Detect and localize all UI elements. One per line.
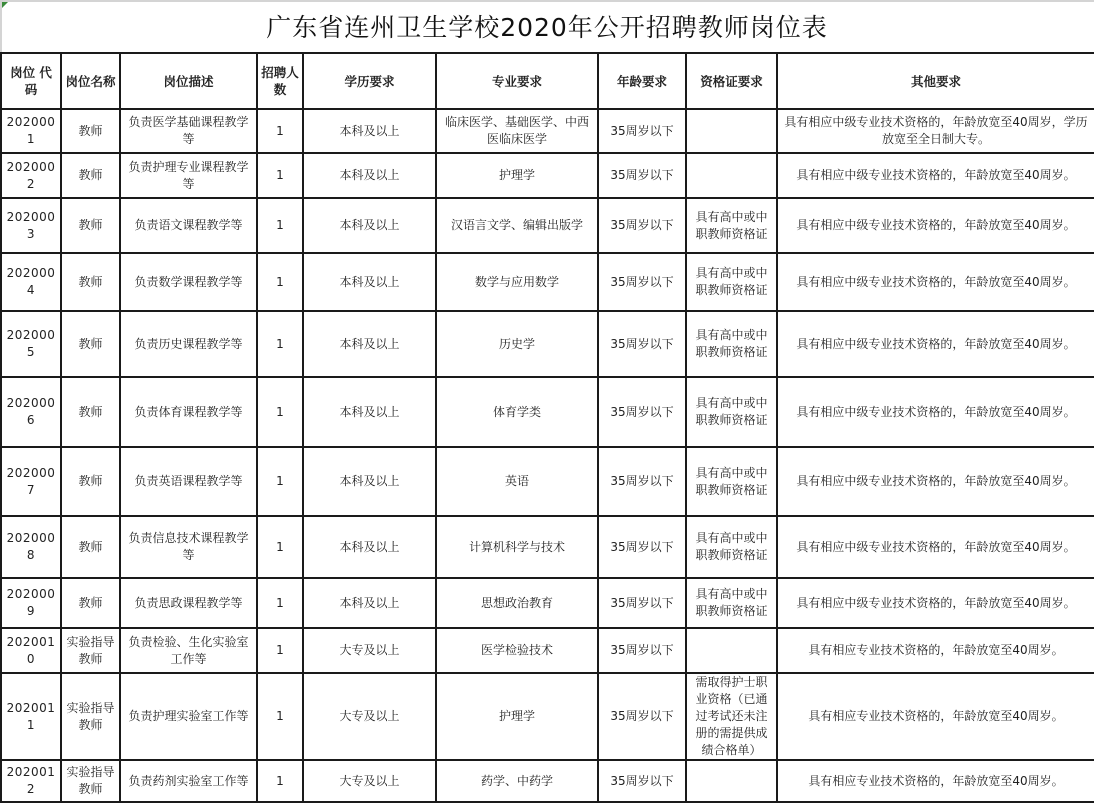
cell-age[interactable]: 35周岁以下 xyxy=(598,447,686,516)
cell-description[interactable]: 负责检验、生化实验室工作等 xyxy=(120,628,257,673)
cell-education[interactable]: 本科及以上 xyxy=(303,311,436,377)
cell-other[interactable]: 具有相应中级专业技术资格的，年龄放宽至40周岁。 xyxy=(777,516,1094,578)
cell-other[interactable]: 具有相应中级专业技术资格的，年龄放宽至40周岁。 xyxy=(777,447,1094,516)
cell-name[interactable]: 教师 xyxy=(61,109,120,153)
cell-other[interactable]: 具有相应中级专业技术资格的，年龄放宽至40周岁，学历放宽至全日制大专。 xyxy=(777,109,1094,153)
cell-major[interactable]: 思想政治教育 xyxy=(436,578,598,628)
cell-code[interactable]: 2020010 xyxy=(1,628,61,673)
cell-major[interactable]: 药学、中药学 xyxy=(436,760,598,802)
cell-code[interactable]: 2020011 xyxy=(1,673,61,760)
cell-count[interactable]: 1 xyxy=(257,516,303,578)
cell-certificate[interactable]: 具有高中或中职教师资格证 xyxy=(686,578,777,628)
header-other: 其他要求 xyxy=(777,53,1094,109)
cell-count[interactable]: 1 xyxy=(257,760,303,802)
cell-description[interactable]: 负责英语课程教学等 xyxy=(120,447,257,516)
table-row xyxy=(1,578,1094,628)
header-education: 学历要求 xyxy=(303,53,436,109)
table-row xyxy=(1,109,1094,153)
cell-education[interactable]: 大专及以上 xyxy=(303,673,436,760)
cell-other[interactable]: 具有相应专业技术资格的，年龄放宽至40周岁。 xyxy=(777,673,1094,760)
cell-other[interactable]: 具有相应中级专业技术资格的，年龄放宽至40周岁。 xyxy=(777,253,1094,311)
cell-education[interactable]: 本科及以上 xyxy=(303,377,436,447)
cell-education[interactable]: 本科及以上 xyxy=(303,153,436,198)
cell-age[interactable]: 35周岁以下 xyxy=(598,153,686,198)
cell-major[interactable]: 英语 xyxy=(436,447,598,516)
cell-education[interactable]: 本科及以上 xyxy=(303,109,436,153)
cell-age[interactable]: 35周岁以下 xyxy=(598,673,686,760)
cell-certificate[interactable]: 需取得护士职业资格（已通过考试还未注册的需提供成绩合格单） xyxy=(686,673,777,760)
cell-code[interactable]: 2020006 xyxy=(1,377,61,447)
cell-count[interactable]: 1 xyxy=(257,447,303,516)
cell-count[interactable]: 1 xyxy=(257,673,303,760)
cell-certificate[interactable] xyxy=(686,760,777,802)
sheet-top-border xyxy=(0,0,1094,2)
cell-name[interactable]: 教师 xyxy=(61,578,120,628)
cell-description[interactable]: 负责数学课程教学等 xyxy=(120,253,257,311)
cell-major[interactable]: 数学与应用数学 xyxy=(436,253,598,311)
cell-age[interactable]: 35周岁以下 xyxy=(598,253,686,311)
page-title: 广东省连州卫生学校2020年公开招聘教师岗位表 xyxy=(266,13,828,42)
table-header-row xyxy=(1,53,1094,109)
cell-other[interactable]: 具有相应中级专业技术资格的，年龄放宽至40周岁。 xyxy=(777,198,1094,253)
cell-description[interactable]: 负责药剂实验室工作等 xyxy=(120,760,257,802)
cell-certificate[interactable]: 具有高中或中职教师资格证 xyxy=(686,447,777,516)
cell-name[interactable]: 教师 xyxy=(61,447,120,516)
cell-major[interactable]: 医学检验技术 xyxy=(436,628,598,673)
positions-table xyxy=(0,52,1094,803)
cell-count[interactable]: 1 xyxy=(257,109,303,153)
cell-name[interactable]: 教师 xyxy=(61,198,120,253)
cell-code[interactable]: 2020012 xyxy=(1,760,61,802)
cell-education[interactable]: 大专及以上 xyxy=(303,628,436,673)
cell-name[interactable]: 教师 xyxy=(61,311,120,377)
table-row xyxy=(1,516,1094,578)
header-age: 年龄要求 xyxy=(598,53,686,109)
cell-certificate[interactable] xyxy=(686,628,777,673)
cell-code[interactable]: 2020004 xyxy=(1,253,61,311)
cell-name[interactable]: 实验指导教师 xyxy=(61,760,120,802)
cell-certificate[interactable]: 具有高中或中职教师资格证 xyxy=(686,311,777,377)
cell-other[interactable]: 具有相应中级专业技术资格的，年龄放宽至40周岁。 xyxy=(777,578,1094,628)
table-row xyxy=(1,760,1094,802)
cell-name[interactable]: 实验指导教师 xyxy=(61,673,120,760)
cell-name[interactable]: 教师 xyxy=(61,377,120,447)
cell-other[interactable]: 具有相应专业技术资格的，年龄放宽至40周岁。 xyxy=(777,628,1094,673)
cell-education[interactable]: 本科及以上 xyxy=(303,253,436,311)
cell-code[interactable]: 2020002 xyxy=(1,153,61,198)
cell-education[interactable]: 本科及以上 xyxy=(303,516,436,578)
header-name: 岗位名称 xyxy=(61,53,120,109)
header-code: 岗位 代码 xyxy=(1,53,61,109)
cell-age[interactable]: 35周岁以下 xyxy=(598,760,686,802)
cell-certificate[interactable]: 具有高中或中职教师资格证 xyxy=(686,198,777,253)
cell-major[interactable]: 汉语言文学、编辑出版学 xyxy=(436,198,598,253)
cell-certificate[interactable]: 具有高中或中职教师资格证 xyxy=(686,516,777,578)
cell-certificate[interactable]: 具有高中或中职教师资格证 xyxy=(686,253,777,311)
cell-description[interactable]: 负责医学基础课程教学等 xyxy=(120,109,257,153)
cell-age[interactable]: 35周岁以下 xyxy=(598,578,686,628)
cell-major[interactable]: 临床医学、基础医学、中西医临床医学 xyxy=(436,109,598,153)
table-row xyxy=(1,628,1094,673)
cell-description[interactable]: 负责体育课程教学等 xyxy=(120,377,257,447)
cell-description[interactable]: 负责思政课程教学等 xyxy=(120,578,257,628)
table-row xyxy=(1,153,1094,198)
cell-name[interactable]: 教师 xyxy=(61,516,120,578)
cell-education[interactable]: 本科及以上 xyxy=(303,447,436,516)
cell-major[interactable]: 历史学 xyxy=(436,311,598,377)
cell-education[interactable]: 本科及以上 xyxy=(303,578,436,628)
cell-code[interactable]: 2020005 xyxy=(1,311,61,377)
table-row xyxy=(1,198,1094,253)
cell-description[interactable]: 负责护理实验室工作等 xyxy=(120,673,257,760)
cell-count[interactable]: 1 xyxy=(257,198,303,253)
table-row xyxy=(1,447,1094,516)
cell-certificate[interactable]: 具有高中或中职教师资格证 xyxy=(686,377,777,447)
cell-description[interactable]: 负责护理专业课程教学等 xyxy=(120,153,257,198)
cell-code[interactable]: 2020003 xyxy=(1,198,61,253)
cell-code[interactable]: 2020001 xyxy=(1,109,61,153)
cell-other[interactable]: 具有相应中级专业技术资格的，年龄放宽至40周岁。 xyxy=(777,153,1094,198)
cell-other[interactable]: 具有相应专业技术资格的，年龄放宽至40周岁。 xyxy=(777,760,1094,802)
cell-age[interactable]: 35周岁以下 xyxy=(598,109,686,153)
cell-code[interactable]: 2020008 xyxy=(1,516,61,578)
cell-description[interactable]: 负责语文课程教学等 xyxy=(120,198,257,253)
cell-age[interactable]: 35周岁以下 xyxy=(598,198,686,253)
cell-age[interactable]: 35周岁以下 xyxy=(598,311,686,377)
cell-code[interactable]: 2020009 xyxy=(1,578,61,628)
cell-code[interactable]: 2020007 xyxy=(1,447,61,516)
table-row xyxy=(1,253,1094,311)
cell-major[interactable]: 护理学 xyxy=(436,153,598,198)
cell-age[interactable]: 35周岁以下 xyxy=(598,516,686,578)
header-certificate: 资格证要求 xyxy=(686,53,777,109)
cell-name[interactable]: 教师 xyxy=(61,153,120,198)
cell-certificate[interactable] xyxy=(686,109,777,153)
cell-name[interactable]: 实验指导教师 xyxy=(61,628,120,673)
cell-age[interactable]: 35周岁以下 xyxy=(598,377,686,447)
cell-description[interactable]: 负责历史课程教学等 xyxy=(120,311,257,377)
table-row xyxy=(1,377,1094,447)
header-major: 专业要求 xyxy=(436,53,598,109)
cell-count[interactable]: 1 xyxy=(257,377,303,447)
header-description: 岗位描述 xyxy=(120,53,257,109)
cell-description[interactable]: 负责信息技术课程教学等 xyxy=(120,516,257,578)
cell-major[interactable]: 体育学类 xyxy=(436,377,598,447)
cell-count[interactable]: 1 xyxy=(257,628,303,673)
cell-count[interactable]: 1 xyxy=(257,311,303,377)
cell-count[interactable]: 1 xyxy=(257,578,303,628)
cell-other[interactable]: 具有相应中级专业技术资格的，年龄放宽至40周岁。 xyxy=(777,311,1094,377)
cell-name[interactable]: 教师 xyxy=(61,253,120,311)
cell-certificate[interactable] xyxy=(686,153,777,198)
cell-major[interactable]: 护理学 xyxy=(436,673,598,760)
cell-education[interactable]: 本科及以上 xyxy=(303,198,436,253)
cell-count[interactable]: 1 xyxy=(257,153,303,198)
cell-major[interactable]: 计算机科学与技术 xyxy=(436,516,598,578)
cell-count[interactable]: 1 xyxy=(257,253,303,311)
header-count: 招聘人数 xyxy=(257,53,303,109)
table-row xyxy=(1,311,1094,377)
cell-age[interactable]: 35周岁以下 xyxy=(598,628,686,673)
cell-education[interactable]: 大专及以上 xyxy=(303,760,436,802)
table-row xyxy=(1,673,1094,760)
cell-other[interactable]: 具有相应中级专业技术资格的，年龄放宽至40周岁。 xyxy=(777,377,1094,447)
